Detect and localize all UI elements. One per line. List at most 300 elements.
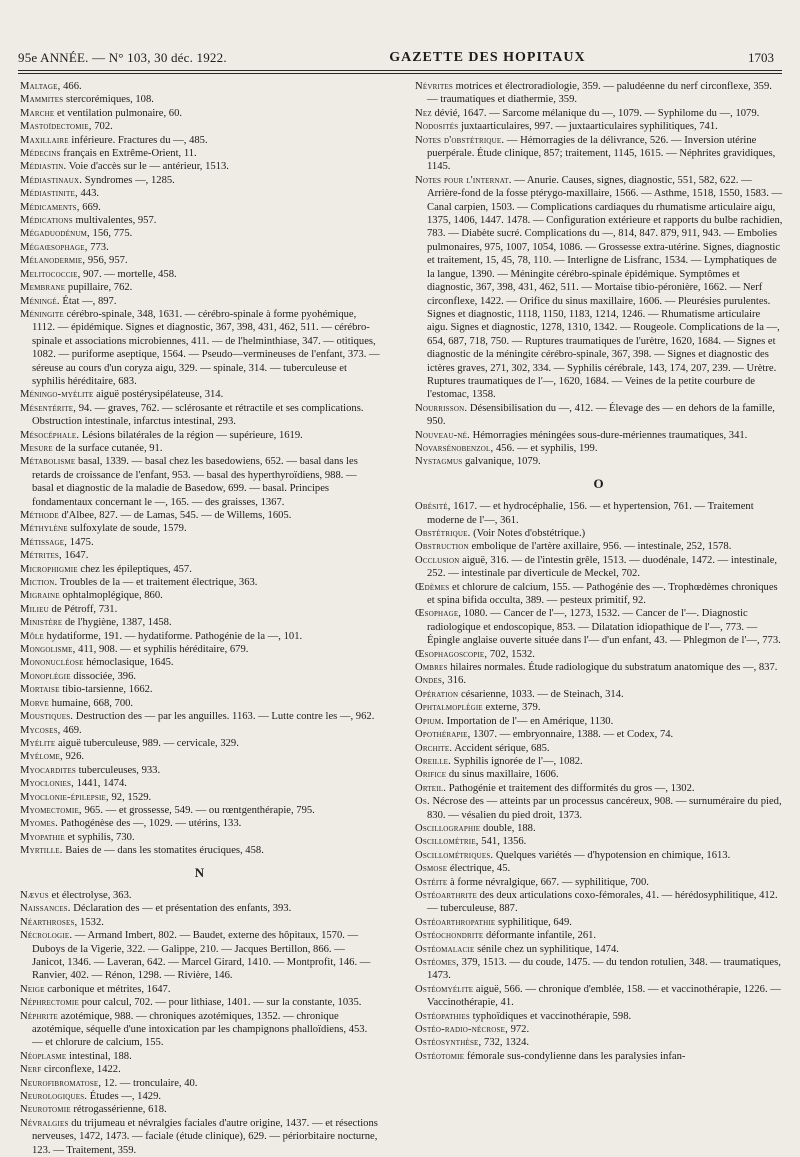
entry-headword: Melitococcie, [20,268,81,280]
index-entry [415,728,783,741]
entry-references: cérébro-spinale, 348, 1631. — cérébro-spinale à forme pyohémique, 1112. — épidémique. Signes et diagnostic, 367, 398, 431, 462, 511. — cérébro-spinale et associations microbiennes, 411. — de l'helminthiase, 347. — otitiques, 1082. — puriforme aseptique, 1564. — Pseudo—vermineuses de l'enfant, 373. — séreuse au cours d'un coryza aigu, 329. — spinale, 314. — tuberculeuse et syphilis héréditaire, 683. [32,308,380,387]
entry-references: 956, 957. [85,255,128,267]
entry-headword: Œsophage, [415,608,462,620]
index-entry [415,742,783,755]
entry-references: 907. — mortelle, 458. [80,268,177,280]
index-entry [20,241,380,254]
index-entry [415,442,783,455]
entry-headword: Moustiques. [20,711,74,723]
index-entry [415,768,783,781]
index-entry [415,581,783,608]
entry-references: 456. — et syphilis, 199. [493,442,598,454]
index-entry [415,983,783,1010]
entry-references: Baies de — dans les stomatites éruciques, 458. [62,845,264,857]
entry-headword: Oreille. [415,755,452,767]
index-entry [20,549,380,562]
index-entry [20,227,380,240]
entry-references: dissociée, 396. [70,670,137,682]
entry-headword: Neurotomie [20,1104,71,1116]
entry-references: double, 188. [480,822,536,834]
entry-references: fémorale sus-condylienne dans les paralysies infan- [464,1050,686,1062]
right-column [415,80,783,1120]
index-entry [20,996,380,1009]
entry-headword: Médiastin. [20,161,67,173]
entry-headword: Myrtille. [20,845,63,857]
entry-headword: Morve [20,697,49,709]
entry-headword: Nez [415,107,432,119]
entry-headword: Œdèmes [415,581,450,593]
entry-references: externe, 379. [482,702,541,714]
entry-references: 541, 1356. [478,836,527,848]
index-entry [20,929,380,983]
entry-references: aiguë tuberculeuse, 989. — cervicale, 329. [55,737,239,749]
entry-headword: Méningo-myélite [20,389,94,401]
index-entry [20,522,380,535]
index-entry [415,455,783,468]
index-entry [20,201,380,214]
entry-headword: Notes pour l'internat. [415,174,512,186]
entry-headword: Obstruction [415,541,469,553]
index-entry [20,214,380,227]
index-entry [20,630,380,643]
index-entry [415,715,783,728]
entry-references: 972. [507,1024,530,1036]
entry-headword: Opium. [415,715,445,727]
entry-references: multivalentes, 957. [72,215,157,227]
index-entry [415,648,783,661]
entry-headword: Mesure [20,442,53,454]
entry-headword: Osmose [415,863,448,875]
entry-references: Pathogénie et traitement des difformités du gros —, 1302. [446,782,695,794]
entry-headword: Ostéoarthrite [415,889,477,901]
index-entry [415,782,783,795]
index-entry [20,683,380,696]
index-entry [20,616,380,629]
index-entry [20,817,380,830]
entry-headword: Os. [415,796,430,808]
entry-headword: Œsophagoscopie, [415,648,488,660]
entry-headword: Microphigmie [20,563,78,575]
entry-headword: Neurologiques. [20,1091,88,1103]
entry-references: sulfoxylate de soude, 1579. [67,523,187,535]
entry-references: 732, 1324. [481,1037,530,1049]
entry-headword: Opothérapie, [415,729,471,741]
index-entry [20,1063,380,1076]
index-entry [20,107,380,120]
index-entry [20,455,380,509]
entry-headword: Ostéo-radio-nécrose, [415,1024,508,1036]
entry-references: dévié, 1647. — Sarcome mélanique du —, 1079. — Syphilome du —, 1079. [431,107,760,119]
entry-references: 926. [62,751,85,763]
entry-headword: Ostéomyélite [415,983,474,995]
entry-references: Nécrose des — atteints par un processus cancéreux, 908. — surnuméraire du pied, 830. — vésalien du pied droit, 1373. [427,796,782,821]
index-entry [20,120,380,133]
entry-references: 92, 1529. [108,791,152,803]
entry-headword: Néoplasme [20,1050,67,1062]
index-entry [20,603,380,616]
header-rule-double [18,73,782,74]
index-entry [20,670,380,683]
index-entry [20,916,380,929]
index-entry [415,849,783,862]
index-entry [415,134,783,174]
entry-headword: Médecins [20,148,61,160]
entry-headword: Métabolisme [20,456,76,468]
entry-references: azotémique, 988. — chroniques azotémiques, 1352. — chronique azotémique, séquelle d'une intoxication par les champignons phalloïdiens, 453. — et chlorure de calcium, 155. [32,1010,368,1049]
index-entry [20,295,380,308]
entry-headword: Ostéotomie [415,1050,465,1062]
entry-headword: Métissage, [20,536,68,548]
entry-references: aiguë postérysipélateuse, 314. [93,389,224,401]
entry-references: basal, 1339. — basal chez les basedowiens, 652. — basal dans les retards de croissance de l'enfant, 953. — basal des hyperthyroïdiens, 988. — basal et diagnostic de la maladie de Basedow, 699. — basal. Principes fondamentaux concernant le —, 165. — des graisses, 1367. [32,456,358,508]
index-entry [415,929,783,942]
entry-references: 466. [60,81,82,92]
index-entry [415,607,783,647]
entry-headword: Ostéomes, [415,957,459,968]
entry-references: césarienne, 1033. — de Steinach, 314. [458,688,624,700]
entry-headword: Ophtalmoplégie [415,702,483,714]
entry-references: de la surface cutanée, 91. [52,442,163,454]
entry-references: de l'hygiène, 1387, 1458. [62,617,172,629]
entry-headword: Mastoïdectomie, [20,121,92,133]
entry-headword: Neurofibromatose, [20,1077,102,1089]
entry-references: 411, 908. — et syphilis héréditaire, 679. [75,644,249,656]
index-entry [415,500,783,527]
entry-headword: Mégaduodénum, [20,228,90,240]
index-entry [20,563,380,576]
index-entry [20,147,380,160]
index-entry [20,1050,380,1063]
index-entry [415,943,783,956]
entry-references: de Pétroff, 731. [48,603,118,615]
index-entry [415,956,783,983]
index-entry [415,835,783,848]
page-header [18,40,782,66]
index-entry [20,1090,380,1103]
entry-headword: Nouveau-né. [415,429,470,441]
entry-headword: Ostéochondrite [415,930,484,942]
entry-references: pupillaire, 762. [65,282,133,294]
index-entry [415,661,783,674]
entry-headword: Médiastinaux. [20,174,83,186]
entry-references: 773. [87,241,109,253]
entry-headword: Médiastinite, [20,188,78,200]
entry-references: 669. [79,201,101,213]
entry-headword: Mélanodermie, [20,255,86,267]
entry-references: ophtalmoplégique, 860. [59,590,163,602]
entry-headword: Myomes. [20,818,58,830]
index-entry [20,656,380,669]
entry-references: 316. [444,675,466,687]
entry-headword: Mononucléose [20,657,84,669]
entry-headword: Névrites [415,81,454,92]
page-number: 1703 [748,50,774,65]
entry-references: et syphilis, 730. [64,831,135,843]
entry-references: motrices et électroradiologie, 359. — paludéenne du nerf circonflexe, 359. — traumatiques et diathermie, 359. [427,81,772,106]
index-entry [20,983,380,996]
entry-headword: Neige [20,983,45,995]
entry-headword: Oscillométriques. [415,849,494,861]
entry-references: Importation de l'— en Amérique, 1130. [444,715,614,727]
entry-references: 1080. — Cancer de l'—, 1273, 1532. — Cancer de l'—. Diagnostic radiologique et endoscopique, 853. — Dilatation idiopathique de l'—, 773. — Épingle anglaise ouverte située dans l'— d'un enfant, 43. — Phlegmon de l'—, 773. [427,608,781,647]
entry-headword: Ministère [20,617,63,629]
entry-headword: Méningite [20,308,64,320]
entry-headword: Oscillographie [415,822,481,834]
index-entry [20,791,380,804]
entry-references: 443. [77,188,100,200]
entry-headword: Monoplégie [20,670,71,682]
entry-headword: Obésité, [415,501,451,513]
entry-headword: Myocardites [20,764,76,776]
index-entry [20,724,380,737]
entry-headword: Myélome, [20,751,63,763]
entry-references: État —, 897. [59,295,117,307]
entry-references: 965. — et grossesse, 549. — ou rœntgenthérapie, 795. [81,804,315,816]
index-entry [415,876,783,889]
entry-references: aiguë, 316. — de l'intestin grêle, 1513. — duodénale, 1472. — intestinale, 252. — intestinale par diverticule de Meckel, 702. [427,554,778,580]
entry-headword: Métrites, [20,550,62,562]
index-entry [415,889,783,916]
entry-references: embolique de l'artère axillaire, 956. — intestinale, 252, 1578. [468,541,732,553]
entry-references: 702, 1532. [487,648,535,660]
entry-references: tibio-tarsienne, 1662. [59,684,153,696]
entry-references: Désensibilisation du —, 412. — Élevage des — en dehors de la famille, 950. [427,402,775,428]
entry-references: tuberculeuses, 933. [75,764,161,776]
entry-headword: Mycoses, [20,724,61,736]
entry-headword: Mortaise [20,684,60,696]
entry-headword: Marche [20,107,55,119]
index-entry [415,674,783,687]
entry-references: juxtaarticulaires, 997. — juxtaarticulaires syphilitiques, 741. [458,121,718,133]
entry-references: (Voir Notes d'obstétrique.) [470,528,586,539]
index-entry [415,174,783,402]
entry-headword: Névralgies [20,1117,69,1129]
entry-references: français en Extrême-Orient, 11. [60,148,197,160]
entry-references: du trijumeau et névralgies faciales d'autre origine, 1437. — et résections nerveuses, 1472, 1473. — faciale (étude clinique), 629. — périorbitaire nocturne, 123. — Traitement, 359. [32,1117,378,1156]
entry-headword: Novarsénobenzol, [415,442,494,454]
entry-references: stercorémiques, 108. [63,94,154,106]
index-entry [20,402,380,429]
entry-headword: Myomectomie, [20,804,82,816]
entry-references: Études —, 1429. [87,1091,162,1103]
index-entry [415,701,783,714]
index-entry [20,1103,380,1116]
entry-headword: Méningé. [20,295,60,307]
index-entry [20,844,380,857]
entry-headword: Méthode [20,510,59,521]
entry-references: Syndromes —, 1285. [82,174,175,186]
entry-headword: Notes d'obstétrique. [415,134,505,146]
entry-references: inférieure. Fractures du —, 485. [68,134,208,146]
entry-headword: Membrane [20,282,66,294]
index-entry [20,174,380,187]
entry-headword: Ostéoarthropathie [415,916,496,928]
entry-references: 1307. — embryonnaire, 1388. — et Codex, 74. [470,729,674,741]
index-entry [20,442,380,455]
index-entry [20,134,380,147]
entry-references: hilaires normales. Étude radiologique du substratum anatomique des —, 837. [447,662,778,674]
entry-headword: Occlusion [415,554,460,566]
entry-references: 94. — graves, 762. — sclérosante et rétractile et ses complications. Obstruction intestinale, infarctus intestinal, 293. [32,402,364,428]
entry-headword: Ombres [415,662,448,674]
journal-title: GAZETTE DES HOPITAUX [389,50,586,65]
index-entry [415,527,783,540]
index-entry [20,576,380,589]
index-entry [20,187,380,200]
entry-references: électrique, 45. [447,863,511,875]
index-entry [20,93,380,106]
issue-info: 95e ANNÉE. — N° 103, 30 déc. 1922. [18,50,227,65]
entry-references: Déclaration des — et présentation des enfants, 393. [70,903,292,915]
entry-headword: Ondes, [415,675,445,687]
entry-headword: Nerf [20,1064,42,1076]
entry-headword: Méthylène [20,523,68,535]
entry-headword: Ostéopathies [415,1010,470,1022]
index-entry [20,268,380,281]
index-entry [415,795,783,822]
entry-references: sénile chez un syphilitique, 1474. [474,943,619,955]
entry-headword: Néphrectomie [20,997,79,1009]
index-entry [20,80,380,93]
index-entry [20,509,380,522]
index-entry [415,1010,783,1023]
entry-references: hémoclasique, 1645. [83,657,174,669]
index-entry [20,777,380,790]
index-entry [20,388,380,401]
entry-references: Syphilis ignorée de l'—, 1082. [451,755,583,767]
entry-headword: Oscillométrie, [415,836,479,848]
index-entry [415,1023,783,1036]
entry-headword: Mésentérite, [20,402,77,414]
entry-headword: Mongolisme, [20,644,76,656]
entry-headword: Nourrisson. [415,402,468,414]
entry-references: 1532. [77,916,104,928]
entry-references: et chlorure de calcium, 155. — Pathogénie des —. Trophœdèmes chroniques et spina bifida occulta, 389. — pesteux primitif, 92. [427,581,778,607]
entry-references: hydatiforme, 191. — hydatiforme. Pathogénie de la —, 101. [43,630,303,642]
entry-headword: Nystagmus [415,456,463,468]
entry-headword: Médicaments, [20,201,80,213]
entry-references: du sinus maxillaire, 1606. [446,769,559,781]
entry-references: Voie d'accès sur le — antérieur, 1513. [66,161,229,173]
entry-headword: Naissances. [20,903,71,915]
entry-headword: Mégaœsophage, [20,241,88,253]
entry-references: 1617. — et hydrocéphalie, 156. — et hypertension, 761. — Traitement moderne de l'—, 361. [427,501,754,526]
entry-headword: Myoclonie-épilepsie, [20,791,109,803]
entry-references: Accident sérique, 685. [452,742,550,754]
index-entry [415,402,783,429]
entry-headword: Opération [415,688,459,700]
entry-references: Pathogénèse des —, 1029. — utérins, 133. [57,818,242,830]
entry-headword: Nævus [20,889,49,901]
left-column [20,80,380,1156]
entry-headword: Ostéite [415,876,448,888]
entry-references: — Armand Imbert, 802. — Baudet, externe des hôpitaux, 1570. — Duboys de la Vigerie, 322. — Galippe, 210. — Jacques Bertillon, 866. — Janicot, 1346. — Laveran, 642. — Marcel Girard, 1410. — Montprofit, 146. — Ranvier, 402. — Rénon, 1298. — Rivière, 146. [32,930,371,982]
index-entry [415,120,783,133]
index-entry [20,902,380,915]
index-entry [20,831,380,844]
index-entry [415,916,783,929]
header-rule [18,70,782,71]
entry-headword: Obstétrique. [415,528,471,539]
index-entry [20,589,380,602]
entry-references: Hémorragies méningées sous-dure-mériennes traumatiques, 341. [469,429,748,441]
entry-references: galvanique, 1079. [462,456,541,468]
entry-references: — Hémorragies de la délivrance, 526. — Inversion utérine puerpérale. Étude clinique, 857; traitement, 1145, 1615. — Néphrites gravidiques, 1145. [427,134,776,173]
index-entry [20,764,380,777]
entry-references: carbonique et métrites, 1647. [44,983,171,995]
index-entry [415,688,783,701]
entry-references: rétrogassérienne, 618. [70,1104,167,1116]
entry-headword: Maxillaire [20,134,69,146]
entry-references: et électrolyse, 363. [48,889,132,901]
entry-references: 469. [60,724,82,736]
entry-headword: Milieu [20,603,49,615]
entry-headword: Médications [20,215,73,227]
entry-headword: Néarthroses, [20,916,78,928]
entry-references: 379, 1513. — du coude, 1475. — du tendon rotulien, 348. — traumatiques, 1473. [427,957,781,982]
entry-references: intestinal, 188. [66,1050,132,1062]
index-entry [20,536,380,549]
entry-headword: Maltage, [20,81,61,92]
entry-headword: Myélite [20,737,56,749]
entry-references: Quelques variétés — d'hypotension en chimique, 1613. [493,849,731,861]
entry-references: Troubles de la — et traitement électrique, 363. [57,577,258,589]
index-entry [20,737,380,750]
index-entry [415,822,783,835]
entry-references: 156, 775. [89,228,133,240]
entry-references: d'Albee, 827. — de Lamas, 545. — de Willems, 1605. [58,510,292,521]
index-entry [20,750,380,763]
entry-headword: Ostéosynthèse, [415,1037,482,1049]
index-entry [20,254,380,267]
entry-references: 1475. [67,536,94,548]
index-entry [415,862,783,875]
entry-headword: Myopathie [20,831,65,843]
entry-headword: Mésocéphale. [20,429,80,441]
index-entry [20,281,380,294]
entry-references: aiguë, 566. — chronique d'emblée, 158. — et vaccinothérapie, 1226. — Vaccinothérapie, 41. [427,983,781,1009]
entry-references: circonflexe, 1422. [41,1064,121,1076]
index-entry [20,889,380,902]
index-entry [415,1036,783,1049]
entry-references: à forme névralgique, 667. — syphilitique, 700. [447,876,649,888]
index-entry [20,710,380,723]
index-entry [415,554,783,581]
section-letter: O [593,475,605,491]
entry-headword: Nodosités [415,121,459,133]
entry-headword: Miction. [20,577,58,589]
entry-references: des deux articulations coxo-fémorales, 41. — hérédosyphilitique, 412. — tuberculeuse, 887. [427,889,778,915]
index-entry [415,80,783,107]
entry-references: chez les épileptiques, 457. [77,563,192,575]
index-entry [20,308,380,388]
entry-references: 12. — tronculaire, 40. [101,1077,198,1089]
index-entry [20,429,380,442]
entry-references: et ventilation pulmonaire, 60. [54,107,183,119]
index-entry [20,1117,380,1157]
entry-references: déformante infantile, 261. [483,930,597,942]
entry-headword: Mammites [20,94,64,106]
entry-headword: Orchite. [415,742,453,754]
entry-references: 1647. [61,550,89,562]
index-entry [20,643,380,656]
index-entry [20,804,380,817]
entry-references: syphilitique, 649. [495,916,572,928]
entry-headword: Orifice [415,769,447,781]
entry-headword: Môle [20,630,44,642]
entry-references: 702. [91,121,113,133]
index-entry [415,107,783,120]
